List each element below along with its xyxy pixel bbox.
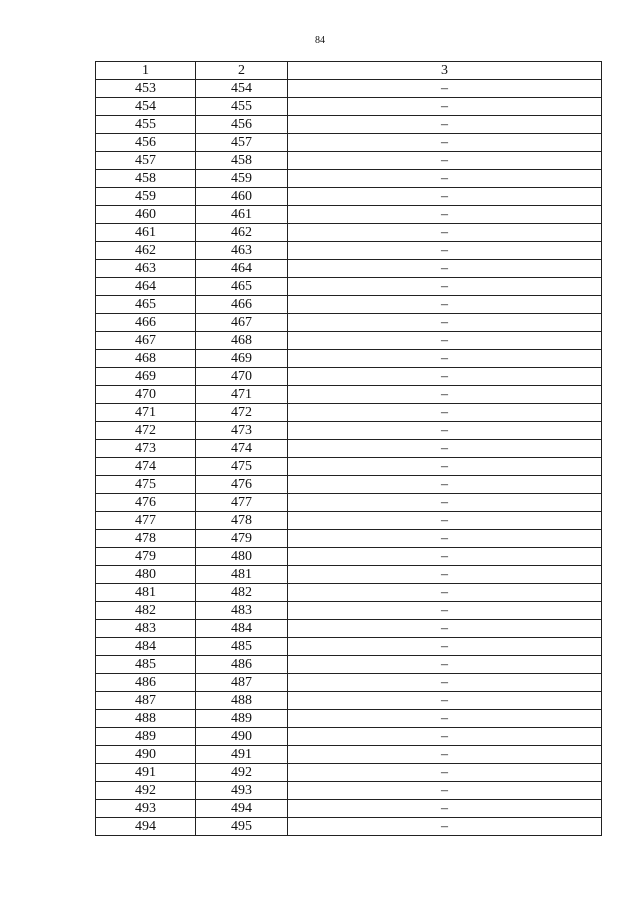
table-cell-col-1: 494 bbox=[96, 818, 196, 836]
column-header-2: 2 bbox=[196, 62, 288, 80]
table-row bbox=[96, 422, 602, 440]
table-cell-col-2: 469 bbox=[196, 350, 288, 368]
column-header-3: 3 bbox=[288, 62, 602, 80]
data-table bbox=[95, 61, 602, 836]
table-cell-col-2: 481 bbox=[196, 566, 288, 584]
table-body bbox=[96, 80, 602, 836]
table-cell-col-2: 492 bbox=[196, 764, 288, 782]
table-row bbox=[96, 224, 602, 242]
table-row bbox=[96, 170, 602, 188]
table-cell-col-1: 490 bbox=[96, 746, 196, 764]
table-row bbox=[96, 368, 602, 386]
table-row bbox=[96, 656, 602, 674]
table-cell-col-2: 493 bbox=[196, 782, 288, 800]
table-cell-col-2: 495 bbox=[196, 818, 288, 836]
table-cell-col-2: 491 bbox=[196, 746, 288, 764]
page-number: 84 bbox=[315, 35, 325, 46]
table-cell-col-1: 464 bbox=[96, 278, 196, 296]
table-cell-col-1: 473 bbox=[96, 440, 196, 458]
table-cell-col-3: – bbox=[288, 512, 602, 530]
table-cell-col-1: 453 bbox=[96, 80, 196, 98]
table-row bbox=[96, 278, 602, 296]
table-row bbox=[96, 80, 602, 98]
table-row bbox=[96, 296, 602, 314]
table-cell-col-2: 485 bbox=[196, 638, 288, 656]
table-cell-col-2: 479 bbox=[196, 530, 288, 548]
table-header bbox=[96, 62, 602, 80]
table-cell-col-3: – bbox=[288, 566, 602, 584]
table-cell-col-2: 475 bbox=[196, 458, 288, 476]
table-row bbox=[96, 530, 602, 548]
table-cell-col-1: 485 bbox=[96, 656, 196, 674]
table-row bbox=[96, 638, 602, 656]
table-cell-col-1: 463 bbox=[96, 260, 196, 278]
table-cell-col-1: 466 bbox=[96, 314, 196, 332]
table-cell-col-1: 456 bbox=[96, 134, 196, 152]
table-cell-col-3: – bbox=[288, 134, 602, 152]
table-cell-col-3: – bbox=[288, 800, 602, 818]
table-cell-col-2: 474 bbox=[196, 440, 288, 458]
column-header-1: 1 bbox=[96, 62, 196, 80]
table-cell-col-2: 458 bbox=[196, 152, 288, 170]
table-row bbox=[96, 332, 602, 350]
table-cell-col-2: 488 bbox=[196, 692, 288, 710]
table-cell-col-2: 472 bbox=[196, 404, 288, 422]
table-cell-col-1: 470 bbox=[96, 386, 196, 404]
table-cell-col-3: – bbox=[288, 656, 602, 674]
table-row bbox=[96, 800, 602, 818]
table-cell-col-1: 472 bbox=[96, 422, 196, 440]
table-cell-col-2: 467 bbox=[196, 314, 288, 332]
table-cell-col-3: – bbox=[288, 746, 602, 764]
table-cell-col-2: 482 bbox=[196, 584, 288, 602]
table-cell-col-1: 459 bbox=[96, 188, 196, 206]
table-cell-col-3: – bbox=[288, 188, 602, 206]
table-row bbox=[96, 314, 602, 332]
table-row bbox=[96, 152, 602, 170]
table-cell-col-3: – bbox=[288, 638, 602, 656]
table-cell-col-2: 487 bbox=[196, 674, 288, 692]
table-row bbox=[96, 692, 602, 710]
table-row bbox=[96, 602, 602, 620]
table-row bbox=[96, 728, 602, 746]
table-cell-col-3: – bbox=[288, 692, 602, 710]
table-row bbox=[96, 620, 602, 638]
table-cell-col-3: – bbox=[288, 530, 602, 548]
table-cell-col-2: 478 bbox=[196, 512, 288, 530]
table-row bbox=[96, 710, 602, 728]
table-cell-col-1: 488 bbox=[96, 710, 196, 728]
table-cell-col-3: – bbox=[288, 278, 602, 296]
table-cell-col-1: 460 bbox=[96, 206, 196, 224]
table-cell-col-2: 460 bbox=[196, 188, 288, 206]
table-row bbox=[96, 350, 602, 368]
table-cell-col-1: 482 bbox=[96, 602, 196, 620]
table-row bbox=[96, 188, 602, 206]
table-cell-col-1: 474 bbox=[96, 458, 196, 476]
table-cell-col-2: 470 bbox=[196, 368, 288, 386]
table-cell-col-3: – bbox=[288, 242, 602, 260]
table-cell-col-3: – bbox=[288, 314, 602, 332]
table-cell-col-2: 477 bbox=[196, 494, 288, 512]
table-row bbox=[96, 746, 602, 764]
table-cell-col-1: 457 bbox=[96, 152, 196, 170]
table-cell-col-1: 492 bbox=[96, 782, 196, 800]
table-row bbox=[96, 458, 602, 476]
table-cell-col-2: 494 bbox=[196, 800, 288, 818]
table-cell-col-3: – bbox=[288, 170, 602, 188]
table-cell-col-2: 463 bbox=[196, 242, 288, 260]
table-cell-col-3: – bbox=[288, 206, 602, 224]
table-cell-col-3: – bbox=[288, 368, 602, 386]
table-row bbox=[96, 494, 602, 512]
table-cell-col-1: 454 bbox=[96, 98, 196, 116]
table-row bbox=[96, 818, 602, 836]
table-cell-col-2: 473 bbox=[196, 422, 288, 440]
table-cell-col-3: – bbox=[288, 116, 602, 134]
table-cell-col-3: – bbox=[288, 260, 602, 278]
table-cell-col-1: 480 bbox=[96, 566, 196, 584]
table-row bbox=[96, 764, 602, 782]
table-cell-col-3: – bbox=[288, 548, 602, 566]
table-cell-col-1: 477 bbox=[96, 512, 196, 530]
table-cell-col-3: – bbox=[288, 674, 602, 692]
table-cell-col-1: 462 bbox=[96, 242, 196, 260]
table-cell-col-2: 461 bbox=[196, 206, 288, 224]
table-cell-col-2: 455 bbox=[196, 98, 288, 116]
table-row bbox=[96, 512, 602, 530]
table-row bbox=[96, 476, 602, 494]
table-cell-col-1: 484 bbox=[96, 638, 196, 656]
table-cell-col-2: 456 bbox=[196, 116, 288, 134]
table-cell-col-3: – bbox=[288, 602, 602, 620]
table-cell-col-1: 489 bbox=[96, 728, 196, 746]
table-cell-col-3: – bbox=[288, 80, 602, 98]
table-cell-col-1: 491 bbox=[96, 764, 196, 782]
table-cell-col-3: – bbox=[288, 404, 602, 422]
table-cell-col-2: 468 bbox=[196, 332, 288, 350]
table-cell-col-1: 493 bbox=[96, 800, 196, 818]
table-cell-col-3: – bbox=[288, 620, 602, 638]
table-cell-col-3: – bbox=[288, 494, 602, 512]
table-cell-col-2: 457 bbox=[196, 134, 288, 152]
table-row bbox=[96, 440, 602, 458]
table-cell-col-3: – bbox=[288, 332, 602, 350]
table-row bbox=[96, 566, 602, 584]
table-cell-col-2: 459 bbox=[196, 170, 288, 188]
table-cell-col-1: 476 bbox=[96, 494, 196, 512]
table-row bbox=[96, 134, 602, 152]
table-cell-col-3: – bbox=[288, 458, 602, 476]
table-cell-col-1: 455 bbox=[96, 116, 196, 134]
table-cell-col-2: 480 bbox=[196, 548, 288, 566]
table-row bbox=[96, 404, 602, 422]
table-cell-col-1: 468 bbox=[96, 350, 196, 368]
table-row bbox=[96, 260, 602, 278]
table-cell-col-3: – bbox=[288, 818, 602, 836]
table-cell-col-2: 484 bbox=[196, 620, 288, 638]
table-cell-col-3: – bbox=[288, 422, 602, 440]
table-cell-col-1: 483 bbox=[96, 620, 196, 638]
table-cell-col-3: – bbox=[288, 476, 602, 494]
table-cell-col-1: 487 bbox=[96, 692, 196, 710]
table-cell-col-1: 469 bbox=[96, 368, 196, 386]
table-cell-col-3: – bbox=[288, 728, 602, 746]
table-cell-col-3: – bbox=[288, 386, 602, 404]
table-cell-col-3: – bbox=[288, 152, 602, 170]
table-cell-col-3: – bbox=[288, 350, 602, 368]
table-cell-col-2: 454 bbox=[196, 80, 288, 98]
table-cell-col-1: 479 bbox=[96, 548, 196, 566]
table-row bbox=[96, 242, 602, 260]
table-cell-col-1: 471 bbox=[96, 404, 196, 422]
table-cell-col-1: 458 bbox=[96, 170, 196, 188]
table-cell-col-3: – bbox=[288, 440, 602, 458]
table-row bbox=[96, 548, 602, 566]
table-cell-col-3: – bbox=[288, 296, 602, 314]
table-cell-col-2: 490 bbox=[196, 728, 288, 746]
table-cell-col-1: 467 bbox=[96, 332, 196, 350]
table-row bbox=[96, 782, 602, 800]
table-cell-col-3: – bbox=[288, 224, 602, 242]
table-cell-col-3: – bbox=[288, 764, 602, 782]
table-cell-col-2: 471 bbox=[196, 386, 288, 404]
header-row bbox=[96, 62, 602, 80]
table-cell-col-3: – bbox=[288, 98, 602, 116]
table-cell-col-1: 478 bbox=[96, 530, 196, 548]
table-cell-col-3: – bbox=[288, 584, 602, 602]
table-cell-col-1: 486 bbox=[96, 674, 196, 692]
table-row bbox=[96, 674, 602, 692]
table-cell-col-2: 486 bbox=[196, 656, 288, 674]
table-cell-col-2: 483 bbox=[196, 602, 288, 620]
table-cell-col-2: 489 bbox=[196, 710, 288, 728]
table-row bbox=[96, 584, 602, 602]
table-cell-col-2: 464 bbox=[196, 260, 288, 278]
table-row bbox=[96, 206, 602, 224]
table-row bbox=[96, 116, 602, 134]
table-cell-col-2: 466 bbox=[196, 296, 288, 314]
table-cell-col-1: 481 bbox=[96, 584, 196, 602]
table-cell-col-3: – bbox=[288, 710, 602, 728]
table-cell-col-1: 461 bbox=[96, 224, 196, 242]
table-cell-col-1: 475 bbox=[96, 476, 196, 494]
table-cell-col-2: 465 bbox=[196, 278, 288, 296]
table-row bbox=[96, 386, 602, 404]
table-cell-col-3: – bbox=[288, 782, 602, 800]
table-row bbox=[96, 98, 602, 116]
table-cell-col-2: 476 bbox=[196, 476, 288, 494]
table-cell-col-2: 462 bbox=[196, 224, 288, 242]
table-cell-col-1: 465 bbox=[96, 296, 196, 314]
